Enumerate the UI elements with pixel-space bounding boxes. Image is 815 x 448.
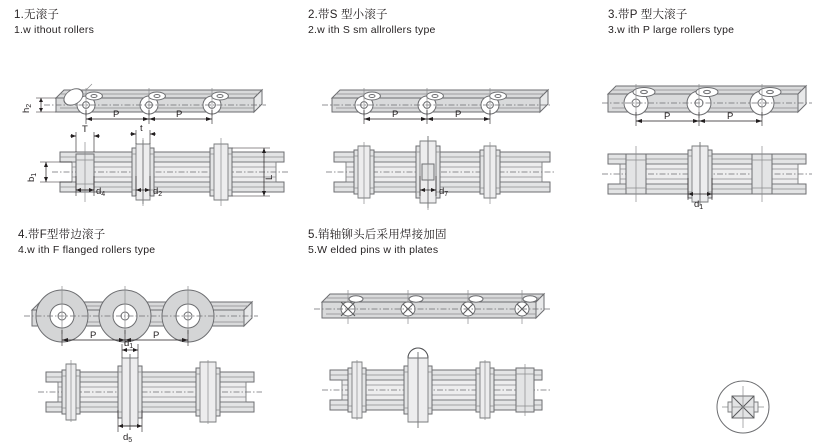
figure-4-label-p1: P [90, 330, 97, 341]
figure-1-label-p2: P [176, 109, 183, 120]
figure-5 [308, 228, 447, 258]
figure-3-bottom-dims [600, 178, 815, 212]
figure-1-bottom-dims [14, 176, 294, 210]
figure-4-label-d5: $d_5$ [123, 432, 133, 444]
figure-1-label-d2: $d_2$ [153, 186, 163, 198]
figure-3-label-p2: P [727, 111, 734, 122]
figure-4-side-view [18, 262, 268, 334]
figure-1-label-t2: t [140, 123, 143, 134]
figure-3-side-view [600, 44, 815, 118]
figure-2-label-p2: P [455, 109, 462, 120]
figure-5-title-cn: 5.销轴铆头后采用焊接加固 [308, 229, 447, 241]
figure-2 [308, 8, 436, 38]
figure-2-title-en: 2.w ith S sm allrollers type [308, 24, 436, 36]
figure-3-label-p1: P [664, 111, 671, 122]
figure-5-title-en: 5.W elded pins w ith plates [308, 244, 439, 256]
figure-2-label-d7: $d_7$ [439, 186, 449, 198]
figure-1-label-t: T [82, 124, 88, 135]
figure-3-title-cn: 3.带P 型大滚子 [608, 9, 688, 21]
svg-text:h2: $h_2$ [21, 103, 33, 113]
figure-1-side-view [14, 46, 274, 116]
figure-1-label-p1: P [113, 109, 120, 120]
figure-5-top-view [308, 348, 558, 440]
figure-3-label-d1: $d_1$ [694, 199, 704, 211]
figure-1-label-d4: $d_4$ [96, 186, 106, 198]
figure-2-side-view [308, 46, 558, 116]
figure-2-label-p1: P [392, 109, 399, 120]
figure-3 [608, 8, 734, 38]
figure-3-title-en: 3.w ith P large rollers type [608, 24, 735, 36]
figure-5-side-view [308, 268, 558, 334]
figure-2-title-cn: 2.带S 型小滚子 [308, 9, 388, 21]
figure-4-title-cn: 4.带F型带边滚子 [18, 229, 106, 241]
figure-2-bottom-dims [308, 176, 558, 210]
figure-1-label-l: L [264, 174, 275, 180]
figure-4-title-en: 4.w ith F flanged rollers type [18, 244, 156, 256]
figure-4-bottom-dims [18, 410, 268, 446]
figure-1-title-cn: 1.无滚子 [14, 9, 60, 21]
figure-1-title-en: 1.w ithout rollers [14, 24, 95, 36]
figure-4-pitch-dims [18, 330, 268, 352]
figure-1-label-b1: $b_1$ [26, 172, 38, 182]
figure-5-weld-detail [708, 372, 778, 442]
figure-4-label-d1: $d_1$ [124, 338, 134, 350]
figure-4 [18, 228, 155, 258]
figure-4-label-p2: P [153, 330, 160, 341]
figure-1 [14, 8, 94, 38]
